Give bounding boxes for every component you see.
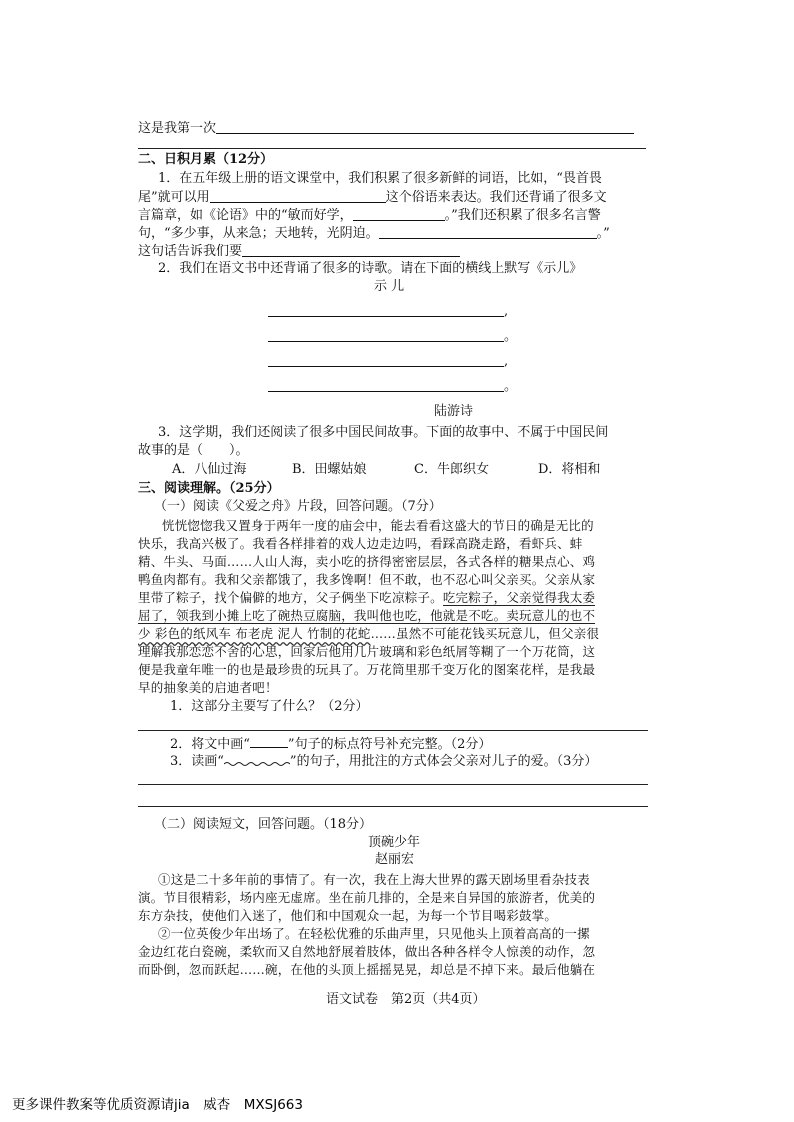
q1-line1: 1．在五年级上册的语文课堂中，我们积累了很多新鲜的词语，比如，“畏首畏	[158, 171, 602, 186]
part1-q1: 1．这部分主要写了什么？（2分）	[170, 699, 369, 714]
q1-line5: 这句话告诉我们要	[138, 243, 460, 260]
q3-option-c[interactable]: C．牛郎织女	[414, 462, 489, 477]
passage-line: 精、牛头、马面……人山人海，卖小吃的挤得密密层层，各式各样的糖果点心、鸡	[138, 554, 596, 569]
part1-title: （一）阅读《父爱之舟》片段，回答问题。（7分）	[154, 499, 442, 514]
poem-author: 陆游诗	[434, 404, 474, 419]
underline-sample	[250, 736, 288, 748]
answer-blank[interactable]	[210, 189, 386, 203]
answer-blank[interactable]	[353, 207, 445, 221]
article-line: 而卧倒，忽而跃起……碗，在他的头顶上摇摇晃晃，却总是不掉下来。最后他躺在	[138, 962, 596, 977]
article-line: 金边红花白瓷碗，柔软而又自然地舒展着肢体，做出各种各样令人惊羡的动作，忽	[138, 944, 596, 959]
part2-title: （二）阅读短文，回答问题。（18分）	[154, 817, 373, 832]
poem-line-1: ,	[268, 303, 508, 320]
wavy-underlined-sentence: 少 彩色的纸风车 布老虎 泥人 竹制的花蛇	[138, 626, 371, 641]
article-line: ①这是二十多年前的事情了。有一次，我在上海大世界的露天剧场里看杂技表	[158, 872, 590, 887]
wavy-underline-sample	[224, 755, 290, 767]
answer-blank[interactable]	[268, 378, 504, 392]
answer-blank[interactable]	[268, 328, 504, 342]
answer-blank[interactable]	[268, 303, 504, 317]
answer-line[interactable]	[138, 806, 648, 807]
poem-title: 示 儿	[374, 279, 405, 294]
q2-line: 2．我们在语文书中还背诵了很多的诗歌。请在下面的横线上默写《示儿》	[158, 261, 583, 276]
q3-line1: 3．这学期，我们还阅读了很多中国民间故事。下面的故事中、不属于中国民间	[158, 425, 609, 440]
article-line: ②一位英俊少年出场了。在轻松优雅的乐曲声里，只见他头上顶着高高的一摞	[158, 926, 590, 941]
passage-line: 恍恍惚惚我又置身于两年一度的庙会中，能去看看这盛大的节日的确是无比的	[162, 518, 594, 533]
underlined-sentence: 屈了，领我到小摊上吃了碗热豆腐脑，我叫他也吃，他就是不吃。卖玩意儿的也不	[138, 608, 596, 623]
q3-option-d[interactable]: D．将相和	[538, 462, 601, 477]
answer-line[interactable]	[138, 784, 648, 785]
q1-line3: 言篇章，如《论语》中的“敏而好学， 。”我们还积累了很多名言警	[138, 208, 601, 223]
part1-q2: 2．将文中画“ ”句子的标点符号补充完整。（2分）	[170, 737, 492, 752]
q1-line4: 句，“多少事，从来急；天地转，光阴迫。 。”	[138, 226, 610, 241]
answer-blank[interactable]	[268, 353, 504, 367]
article-title: 顶碗少年	[368, 835, 421, 850]
passage-line: 鸭鱼肉都有。我和父亲都饿了，我多馋啊！但不敢，也不忍心叫父亲买。父亲从家	[138, 572, 596, 587]
passage-line: 理解我那恋恋不舍的心思，回家后他用几片玻璃和彩色纸屑等糊了一个万花筒，这	[138, 644, 596, 659]
passage-line: 快乐，我高兴极了。我看各样排着的戏人边走边吗，看踩高跷走路，看虾兵、蚌	[138, 536, 583, 551]
answer-blank[interactable]	[242, 243, 460, 257]
q3-option-b[interactable]: B．田螺姑娘	[292, 462, 367, 477]
divider	[138, 148, 646, 149]
opening-line: 这是我第一次	[138, 120, 634, 137]
section3-heading: 三、阅读理解。（25分）	[138, 481, 280, 496]
answer-blank[interactable]	[379, 225, 597, 239]
article-line: 东方杂技，使他们入迷了，他们和中国观众一起，为每一个节目喝彩鼓掌。	[138, 908, 558, 923]
section2-heading: 二、日积月累（12分）	[138, 152, 274, 167]
poem-line-3: ,	[268, 353, 508, 370]
article-author: 赵丽宏	[375, 852, 415, 867]
q3-option-a[interactable]: A．八仙过海	[172, 462, 247, 477]
passage-line: 里带了粽子，找个偏僻的地方，父子俩坐下吃凉粽子。吃完粽子，父亲觉得我太委	[138, 590, 596, 605]
part1-q3: 3．读画“ ”的句子，用批注的方式体会父亲对儿子的爱。（3分）	[170, 754, 598, 769]
article-line: 演。节目很精彩，场内座无虚席。坐在前几排的，全是来自异国的旅游者，优美的	[138, 890, 596, 905]
answer-line[interactable]	[138, 730, 648, 731]
page-footer: 语文试卷 第2页（共4页）	[326, 992, 486, 1007]
passage-line	[138, 607, 595, 625]
promo-text: 更多课件教案等优质资源请jia 威杏 MXSJ663	[12, 1097, 303, 1113]
q3-line2: 故事的是（ ）。	[138, 443, 249, 458]
passage-line: 便是我童年唯一的也是最珍贵的玩具了。万花筒里那千变万化的图案花样，是我最	[138, 662, 596, 677]
underlined-sentence: 吃完粽子，父亲觉得我太委	[442, 590, 596, 605]
answer-blank[interactable]	[216, 120, 634, 134]
passage-line: 早的抽象美的启迪者吧！	[138, 680, 278, 695]
poem-line-2: 。	[268, 328, 517, 345]
poem-line-4: 。	[268, 378, 517, 395]
passage-line: 少 彩色的纸风车 布老虎 泥人 竹制的花蛇……虽然不可能花钱买玩意儿，但父亲很	[138, 626, 600, 641]
q1-line2: 尾”就可以用 这个俗语来表达。我们还背诵了很多文	[138, 190, 607, 205]
